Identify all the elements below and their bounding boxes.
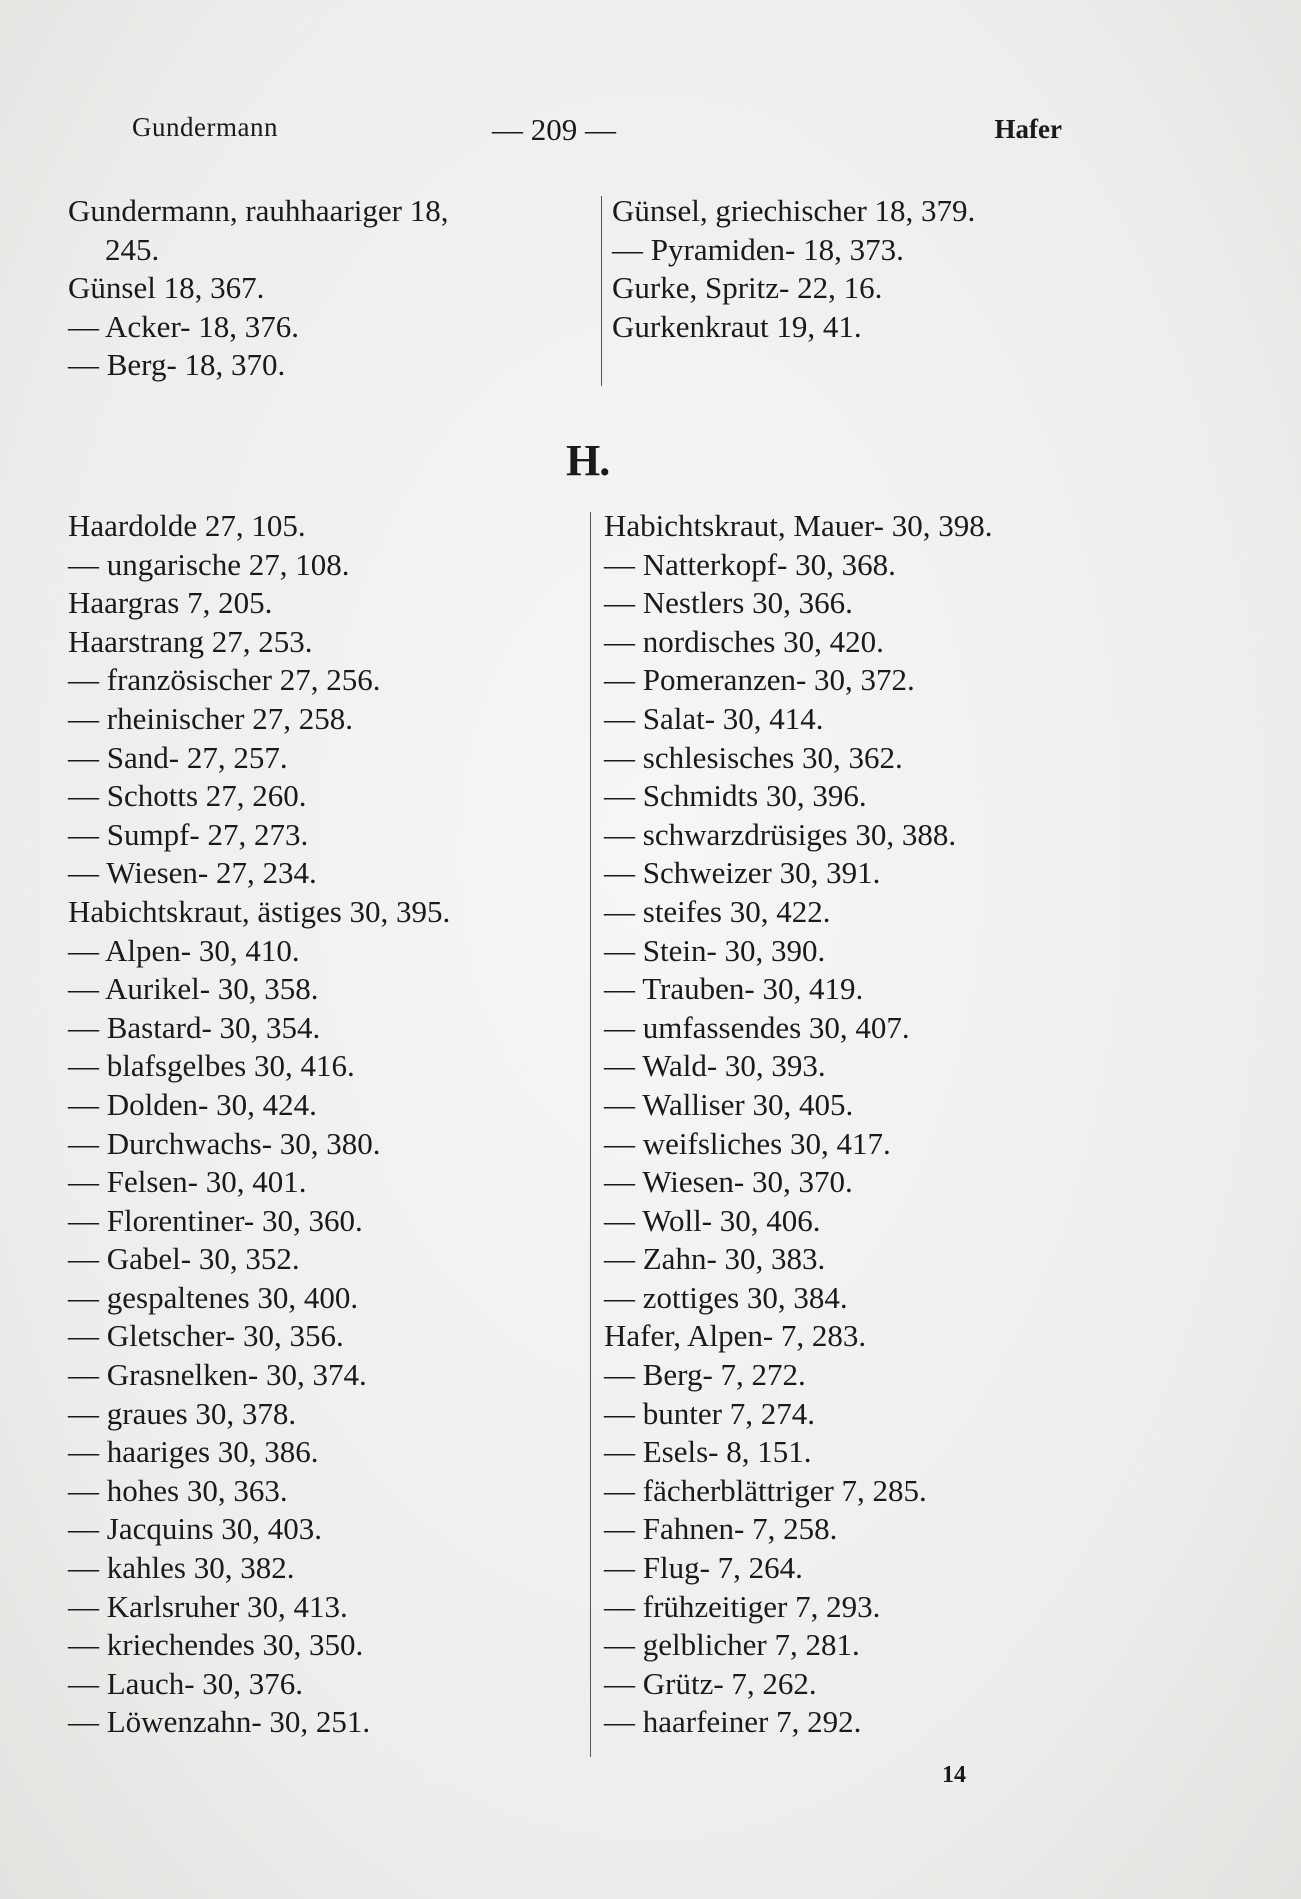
index-entry: — ungarische 27, 108.	[68, 546, 350, 582]
header-left-catchword: Gundermann	[132, 112, 278, 142]
index-entry: — Gletscher- 30, 356.	[68, 1318, 344, 1354]
page-number: — 209 —	[492, 112, 616, 147]
index-entry: — Pyramiden- 18, 373.	[612, 231, 904, 267]
index-entry: Gundermann, rauhhaariger 18,	[68, 193, 449, 228]
index-entry: — bunter 7, 274.	[604, 1395, 815, 1431]
index-entry: — Schweizer 30, 391.	[604, 855, 881, 891]
index-entry: — haariges 30, 386.	[68, 1434, 319, 1470]
index-entry: Günsel, griechischer 18, 379.	[612, 193, 976, 228]
index-entry: — Berg- 7, 272.	[604, 1357, 806, 1393]
index-entry: — Sand- 27, 257.	[68, 739, 288, 775]
index-entry: — Durchwachs- 30, 380.	[68, 1125, 381, 1161]
index-entry: Günsel 18, 367.	[68, 270, 265, 306]
index-entry: — hohes 30, 363.	[68, 1472, 288, 1508]
index-entry: — Schotts 27, 260.	[68, 778, 307, 814]
index-entry: — Grasnelken- 30, 374.	[68, 1357, 367, 1393]
index-entry: — Alpen- 30, 410.	[68, 932, 300, 968]
index-entry: — kahles 30, 382.	[68, 1550, 295, 1586]
index-entry: — Löwenzahn- 30, 251.	[68, 1704, 371, 1740]
index-entry: — Schmidts 30, 396.	[604, 778, 867, 814]
index-entry: — fächerblättriger 7, 285.	[604, 1472, 927, 1508]
index-entry: — kriechendes 30, 350.	[68, 1627, 364, 1663]
index-entry: — Trauben- 30, 419.	[604, 971, 864, 1007]
index-entry: — Acker- 18, 376.	[68, 308, 299, 344]
index-entry: — Lauch- 30, 376.	[68, 1665, 304, 1701]
index-entry: — Fahnen- 7, 258.	[604, 1511, 838, 1547]
index-entry: — Berg- 18, 370.	[68, 347, 286, 383]
index-entry: — Salat- 30, 414.	[604, 700, 824, 736]
index-entry: — Stein- 30, 390.	[604, 932, 826, 968]
index-entry: — frühzeitiger 7, 293.	[604, 1588, 881, 1624]
index-entry: — graues 30, 378.	[68, 1395, 297, 1431]
index-entry: — französischer 27, 256.	[68, 662, 381, 698]
index-entry: Haargras 7, 205.	[68, 585, 273, 621]
index-entry: Gurke, Spritz- 22, 16.	[612, 270, 883, 306]
index-column-top-right	[612, 192, 1172, 346]
index-entry: — Sumpf- 27, 273.	[68, 816, 309, 852]
index-entry: — gelblicher 7, 281.	[604, 1627, 860, 1663]
header-right-catchword: Hafer	[994, 114, 1062, 144]
index-entry: — schwarzdrüsiges 30, 388.	[604, 816, 957, 852]
running-header	[132, 112, 1062, 152]
index-entry: — weifsliches 30, 417.	[604, 1125, 891, 1161]
index-column-top-left	[68, 192, 588, 385]
index-entry: Haarstrang 27, 253.	[68, 623, 313, 659]
index-entry: — Florentiner- 30, 360.	[68, 1202, 363, 1238]
index-entry: — gespaltenes 30, 400.	[68, 1279, 359, 1315]
index-entry: — Wiesen- 30, 370.	[604, 1164, 853, 1200]
index-entry: — haarfeiner 7, 292.	[604, 1704, 862, 1740]
index-entry: Haardolde 27, 105.	[68, 508, 306, 543]
index-entry: — Flug- 7, 264.	[604, 1550, 803, 1586]
column-divider-main	[590, 512, 591, 1757]
index-entry: — Bastard- 30, 354.	[68, 1009, 321, 1045]
index-entry: — Woll- 30, 406.	[604, 1202, 821, 1238]
index-entry: — Aurikel- 30, 358.	[68, 971, 319, 1007]
index-entry: — Dolden- 30, 424.	[68, 1086, 317, 1122]
signature-mark: 14	[942, 1762, 966, 1788]
index-entry: — Karlsruher 30, 413.	[68, 1588, 348, 1624]
index-entry: — Jacquins 30, 403.	[68, 1511, 323, 1547]
index-column-right	[604, 507, 1204, 1742]
index-entry: — Nestlers 30, 366.	[604, 585, 853, 621]
index-entry: — Walliser 30, 405.	[604, 1086, 854, 1122]
index-entry: Habichtskraut, Mauer- 30, 398.	[604, 508, 993, 543]
index-entry: — Zahn- 30, 383.	[604, 1241, 826, 1277]
index-entry: Habichtskraut, ästiges 30, 395.	[68, 893, 451, 929]
column-divider-top	[601, 196, 602, 386]
index-entry: Gurkenkraut 19, 41.	[612, 308, 862, 344]
index-entry: — Pomeranzen- 30, 372.	[604, 662, 915, 698]
index-entry: — Natterkopf- 30, 368.	[604, 546, 896, 582]
index-entry: — Gabel- 30, 352.	[68, 1241, 300, 1277]
index-entry: 245.	[105, 231, 160, 267]
index-entry: — Esels- 8, 151.	[604, 1434, 812, 1470]
index-entry: — Felsen- 30, 401.	[68, 1164, 307, 1200]
index-entry: — blafsgelbes 30, 416.	[68, 1048, 355, 1084]
index-column-left	[68, 507, 588, 1742]
index-entry: — rheinischer 27, 258.	[68, 700, 353, 736]
section-letter-heading: H.	[566, 436, 610, 485]
index-entry: — umfassendes 30, 407.	[604, 1009, 910, 1045]
index-entry: — zottiges 30, 384.	[604, 1279, 848, 1315]
index-entry: — Grütz- 7, 262.	[604, 1665, 817, 1701]
index-entry: — Wiesen- 27, 234.	[68, 855, 317, 891]
index-entry: — nordisches 30, 420.	[604, 623, 884, 659]
index-entry: — steifes 30, 422.	[604, 893, 831, 929]
index-entry: Hafer, Alpen- 7, 283.	[604, 1318, 867, 1354]
index-entry: — Wald- 30, 393.	[604, 1048, 826, 1084]
index-entry: — schlesisches 30, 362.	[604, 739, 903, 775]
